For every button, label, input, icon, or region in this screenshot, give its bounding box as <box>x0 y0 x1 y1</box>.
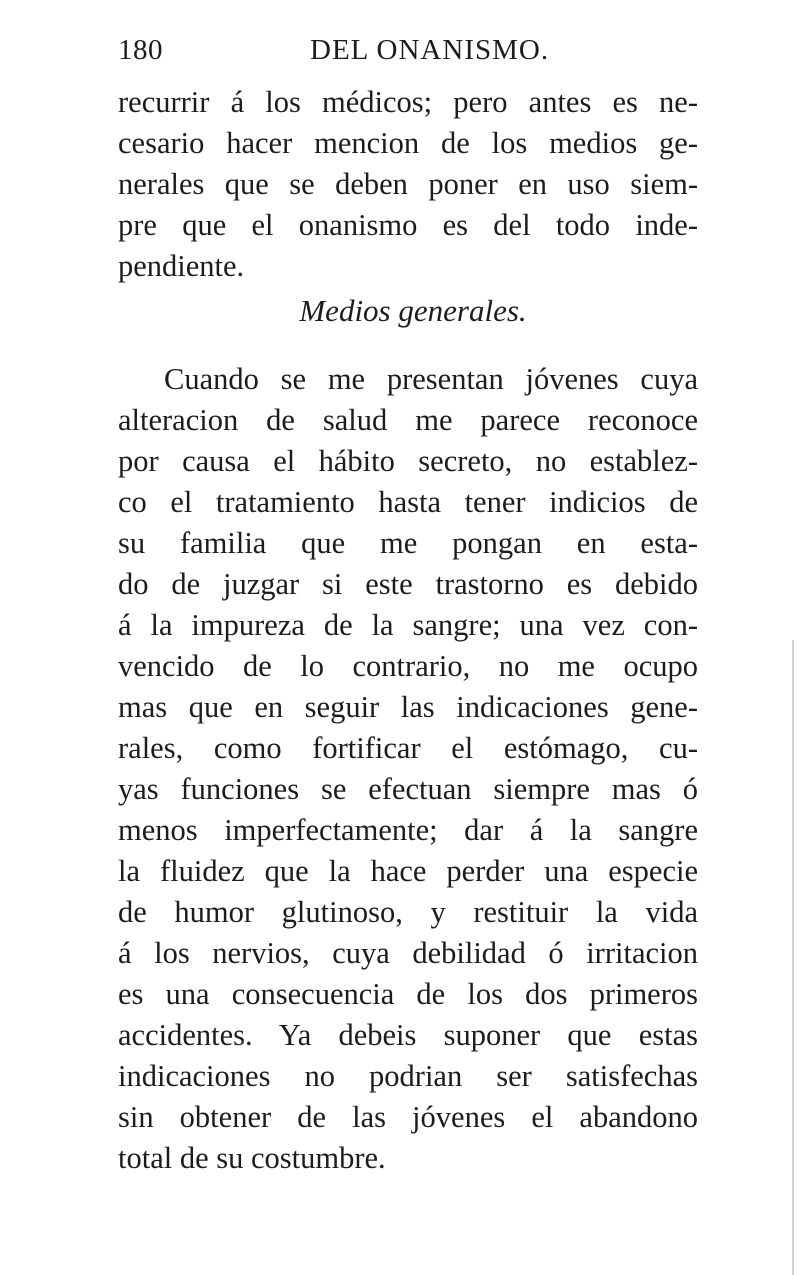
text-line: de humor glutinoso, y restituir la vida <box>118 895 698 929</box>
text-line: su familia que me pongan en esta- <box>118 526 698 560</box>
text-line: sin obtener de las jóvenes el abandono <box>118 1100 698 1134</box>
text-line: yas funciones se efectuan siempre mas ó <box>118 772 698 806</box>
text-line: recurrir á los médicos; pero antes es ne- <box>118 85 698 119</box>
text-line: la fluidez que la hace perder una especie <box>118 854 698 888</box>
text-line: total de su costumbre. <box>118 1141 386 1175</box>
running-head <box>118 34 678 78</box>
text-line: pre que el onanismo es del todo inde- <box>118 208 698 242</box>
text-line: do de juzgar si este trastorno es debido <box>118 567 698 601</box>
running-title: DEL ONANISMO. <box>310 34 550 66</box>
text-line: Cuando se me presentan jóvenes cuya <box>164 362 698 396</box>
text-line: alteracion de salud me parece reconoce <box>118 403 698 437</box>
text-line: á los nervios, cuya debilidad ó irritacion <box>118 936 698 970</box>
text-line: cesario hacer mencion de los medios ge- <box>118 126 698 160</box>
text-line: pendiente. <box>118 249 245 283</box>
text-line: es una consecuencia de los dos primeros <box>118 977 698 1011</box>
text-line: accidentes. Ya debeis suponer que estas <box>118 1018 698 1052</box>
text-line: indicaciones no podrian ser satisfechas <box>118 1059 698 1093</box>
section-heading: Medios generales. <box>299 293 527 328</box>
page-edge-shadow <box>792 640 794 1275</box>
text-block <box>118 82 698 1179</box>
text-line: nerales que se deben poner en uso siem- <box>118 167 698 201</box>
text-line: por causa el hábito secreto, no establez- <box>118 444 698 478</box>
text-line: co el tratamiento hasta tener indicios de <box>118 485 698 519</box>
page-number: 180 <box>118 34 163 66</box>
paragraph-continuation <box>118 82 698 287</box>
text-line: á la impureza de la sangre; una vez con- <box>118 608 698 642</box>
text-line: rales, como fortificar el estómago, cu- <box>118 731 698 765</box>
text-line: menos imperfectamente; dar á la sangre <box>118 813 698 847</box>
text-line: mas que en seguir las indicaciones gene- <box>118 690 698 724</box>
text-line: vencido de lo contrario, no me ocupo <box>118 649 698 683</box>
paragraph-main <box>118 359 698 1179</box>
